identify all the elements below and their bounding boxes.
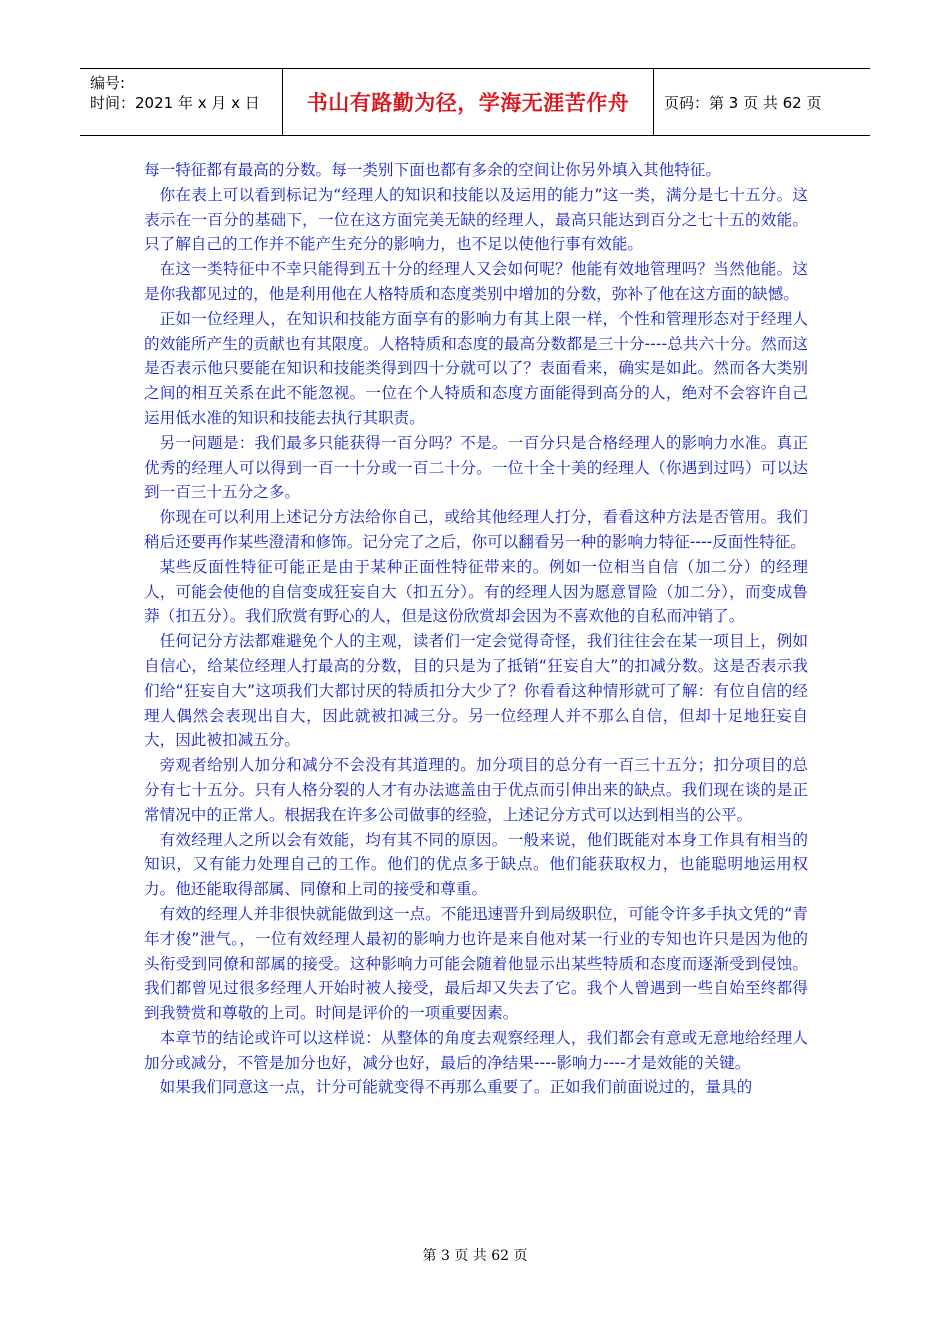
paragraph: 任何记分方法都难避免个人的主观，读者们一定会觉得奇怪，我们往往会在某一项目上，例如自信心，给某位经理人打最高的分数，目的只是为了抵销“狂妄自大”的扣减分数。这是否表示我们给“狂妄自大”这项我们大都讨厌的特质扣分大少了？你看看这种情形就可了解：有位自信的经理人偶然会表现出自大，因此就被扣减三分。另一位经理人并不那么自信，但却十足地狂妄自大，因此被扣减五分。 bbox=[144, 632, 808, 750]
paragraph: 每一特征都有最高的分数。每一类别下面也都有多余的空间让你另外填入其他特征。 bbox=[144, 161, 721, 179]
header-number-label: 编号: bbox=[90, 74, 126, 92]
header-motto: 书山有路勤为径，学海无涯苦作舟 bbox=[282, 69, 654, 135]
body-text bbox=[144, 158, 808, 1100]
paragraph: 你现在可以利用上述记分方法给你自己，或给其他经理人打分，看看这种方法是否管用。我们稍后还要再作某些澄清和修饰。记分完了之后，你可以翻看另一种的影响力特征----反面性特征。 bbox=[144, 508, 808, 551]
paragraph: 你在表上可以看到标记为“经理人的知识和技能以及运用的能力”这一类，满分是七十五分。这表示在一百分的基础下，一位在这方面完美无缺的经理人，最高只能达到百分之七十五的效能。只了解自己的工作并不能产生充分的影响力，也不足以使他行事有效能。 bbox=[144, 185, 808, 254]
header-meta bbox=[80, 69, 282, 135]
paragraph: 有效的经理人并非很快就能做到这一点。不能迅速晋升到局级职位，可能令许多手执文凭的“青年才俊”泄气。，一位有效经理人最初的影响力也许是来自他对某一行业的专知也许只是因为他的头衔受到同僚和部属的接受。这种影响力可能会随着他显示出某些特质和态度而逐渐受到侵蚀。我们都曾见过很多经理人开始时被人接受，最后却又失去了它。我个人曾遇到一些自始至终都得到我赞赏和尊敬的上司。时间是评价的一项重要因素。 bbox=[144, 904, 808, 1023]
header-time-label: 时间：2021 年 x 月 x 日 bbox=[90, 94, 260, 112]
paragraph: 在这一类特征中不幸只能得到五十分的经理人又会如何呢？他能有效地管理吗？当然他能。这是你我都见过的，他是利用他在人格特质和态度类别中增加的分数，弥补了他在这方面的缺憾。 bbox=[144, 260, 808, 303]
paragraph: 本章节的结论或许可以这样说：从整体的角度去观察经理人，我们都会有意或无意地给经理人加分或减分，不管是加分也好，减分也好，最后的净结果----影响力----才是效能的关键。 bbox=[144, 1028, 808, 1072]
page-header bbox=[80, 68, 870, 136]
paragraph: 正如一位经理人，在知识和技能方面享有的影响力有其上限一样，个性和管理形态对于经理人的效能所产生的贡献也有其限度。人格特质和态度的最高分数都是三十分----总共六十分。然而这是否表示他只要能在知识和技能类得到四十分就可以了？表面看来，确实是如此。然而各大类别之间的相互关系在此不能忽视。一位在个人特质和态度方面能得到高分的人，绝对不会容许自己运用低水准的知识和技能去执行其职责。 bbox=[144, 309, 808, 427]
paragraph: 如果我们同意这一点，计分可能就变得不再那么重要了。正如我们前面说过的，量具的 bbox=[159, 1078, 753, 1097]
paragraph: 另一问题是：我们最多只能获得一百分吗？不是。一百分只是合格经理人的影响力水准。真正优秀的经理人可以得到一百一十分或一百二十分。一位十全十美的经理人（你遇到过吗）可以达到一百三十五分之多。 bbox=[144, 433, 808, 502]
page-footer: 第 3 页 共 62 页 bbox=[422, 1248, 528, 1264]
paragraph: 有效经理人之所以会有效能，均有其不同的原因。一般来说，他们既能对本身工作具有相当的知识，又有能力处理自己的工作。他们的优点多于缺点。他们能获取权力，也能聪明地运用权力。他还能取得部属、同僚和上司的接受和尊重。 bbox=[144, 830, 808, 899]
paragraph: 旁观者给别人加分和减分不会没有其道理的。加分项目的总分有一百三十五分；扣分项目的总分有七十五分。只有人格分裂的人才有办法遮盖由于优点而引伸出来的缺点。我们现在谈的是正常情况中的正常人。根据我在许多公司做事的经验，上述记分方式可以达到相当的公平。 bbox=[144, 756, 808, 824]
header-page-info: 页码：第 3 页 共 62 页 bbox=[664, 93, 822, 112]
paragraph: 某些反面性特征可能正是由于某种正面性特征带来的。例如一位相当自信（加二分）的经理人，可能会使他的自信变成狂妄自大（扣五分）。有的经理人因为愿意冒险（加二分），而变成鲁莽（扣五分）。我们欣赏有野心的人，但是这份欣赏却会因为不喜欢他的自私而冲销了。 bbox=[144, 557, 808, 626]
